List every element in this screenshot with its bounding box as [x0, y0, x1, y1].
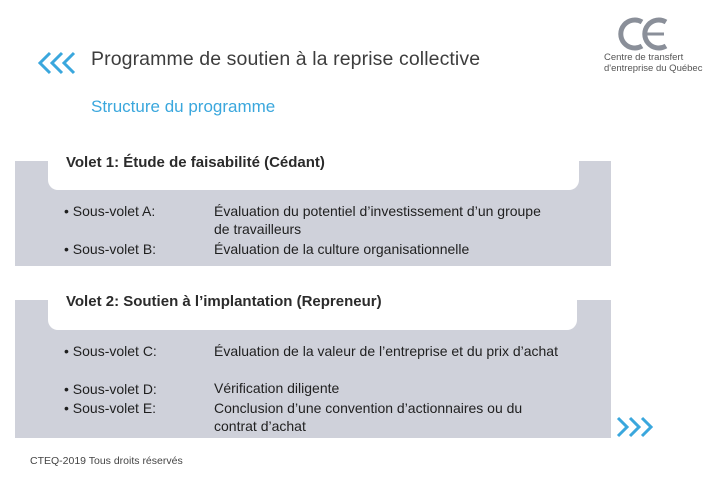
sous-volet-c-label: • Sous-volet C:: [64, 343, 157, 359]
page-title: Programme de soutien à la reprise collective: [91, 48, 481, 70]
double-chevron-right-icon: [614, 416, 656, 438]
sous-volet-b-desc: Évaluation de la culture organisationnelle: [214, 241, 470, 257]
logo-line-1: Centre de transfert: [604, 52, 684, 63]
logo-line-2: d'entreprise du Québec: [604, 62, 703, 74]
footer-copyright: CTEQ-2019 Tous droits réservés: [30, 455, 183, 467]
logo-text: [604, 53, 702, 74]
sous-volet-c-desc: Évaluation de la valeur de l’entreprise et du prix d’achat: [214, 343, 558, 359]
sous-volet-a-label: • Sous-volet A:: [64, 203, 156, 219]
volet-2-title: Volet 2: Soutien à l’implantation (Repreneur): [66, 293, 382, 310]
sous-volet-a-desc: Évaluation du potentiel d’investissement d’un groupe de travailleurs: [214, 203, 541, 237]
double-chevron-left-icon: [36, 51, 78, 75]
sous-volet-b-label: • Sous-volet B:: [64, 241, 157, 257]
sous-volet-d-label: • Sous-volet D:: [64, 381, 157, 397]
sous-volet-e-label: • Sous-volet E:: [64, 400, 157, 416]
volet-1-title: Volet 1: Étude de faisabilité (Cédant): [66, 154, 325, 171]
sous-volet-d-desc: Vérification diligente: [214, 380, 340, 396]
sous-volet-e-desc: Conclusion d’une convention d’actionnaires ou du contrat d’achat: [214, 400, 523, 434]
page-subtitle: Structure du programme: [91, 97, 276, 116]
